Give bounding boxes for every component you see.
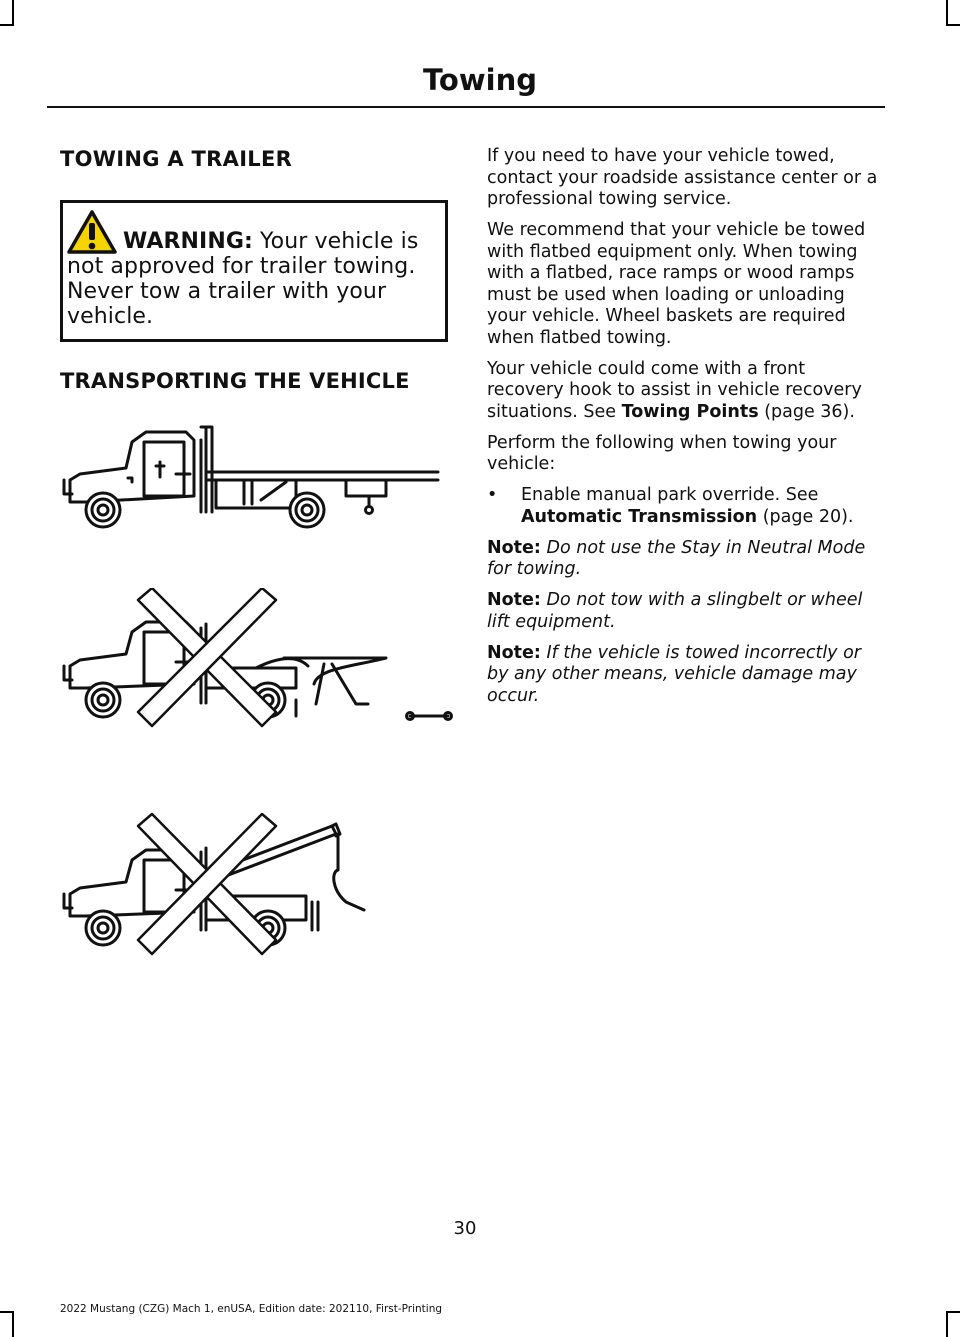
- note-label: Note:: [487, 537, 541, 558]
- note-label: Note:: [487, 642, 541, 663]
- note-label: Note:: [487, 590, 541, 610]
- crop-mark: [946, 24, 960, 26]
- note-slingbelt: [487, 590, 881, 633]
- note-text: If the vehicle is towed incorrectly or by any other means, vehicle damage may occur.: [487, 642, 862, 706]
- bullet-text: [521, 485, 881, 528]
- automatic-transmission-page-ref: (page 20).: [762, 506, 854, 527]
- automatic-transmission-link[interactable]: Automatic Transmission: [521, 506, 758, 527]
- page-number: 30: [453, 1218, 477, 1239]
- crop-mark: [0, 1311, 14, 1313]
- paragraph-towing-service: If you need to have your vehicle towed, contact your roadside assistance center or a professional towing service.: [487, 146, 878, 209]
- crop-mark: [12, 1311, 14, 1337]
- crop-mark: [0, 24, 14, 26]
- warning-text: [67, 229, 439, 329]
- crop-mark: [946, 0, 948, 26]
- right-column: [487, 146, 881, 717]
- recovery-hook-text: Your vehicle could come with a front recovery hook to assist in vehicle recovery situations. See: [487, 358, 862, 422]
- manual-park-override-text: Enable manual park override. See: [521, 485, 819, 505]
- crop-mark: [946, 1311, 960, 1313]
- paragraph-perform-following: Perform the following when towing your vehicle:: [487, 432, 837, 474]
- paragraph-flatbed-recommendation: We recommend that your vehicle be towed with flatbed equipment only. When towing with a flatbed, race ramps or wood ramps must be used when loading or unloading your vehicle. Wheel baskets are required when flatbed towing.: [487, 220, 866, 348]
- warning-message: Your vehicle is not approved for trailer towing. Never tow a trailer with your vehicle.: [67, 229, 419, 329]
- warning-box: [60, 200, 448, 342]
- note-text: Do not use the Stay in Neutral Mode for towing.: [487, 537, 866, 579]
- crop-mark: [12, 0, 14, 26]
- section-heading-towing-trailer: TOWING A TRAILER: [60, 147, 293, 171]
- slingbelt-tow-truck-crossed-illustration: [56, 812, 386, 958]
- section-heading-transporting: TRANSPORTING THE VEHICLE: [60, 369, 410, 393]
- page-header-title: Towing: [423, 63, 537, 97]
- bullet-symbol: •: [487, 485, 498, 505]
- warning-label: WARNING:: [123, 229, 253, 254]
- note-text: Do not tow with a slingbelt or wheel lift equipment.: [487, 590, 863, 632]
- footer-edition-info: 2022 Mustang (CZG) Mach 1, enUSA, Edition date: 202110, First-Printing: [60, 1303, 443, 1315]
- paragraph-recovery-hook: [487, 359, 881, 424]
- note-vehicle-damage: [487, 643, 881, 708]
- note-neutral-mode: [487, 538, 881, 581]
- wheel-lift-tow-truck-crossed-illustration: [56, 588, 456, 730]
- list-item: [487, 485, 881, 528]
- left-column: [60, 145, 448, 393]
- crop-mark: [946, 1311, 948, 1337]
- towing-points-link[interactable]: Towing Points: [621, 401, 759, 422]
- flatbed-tow-truck-illustration: [56, 422, 446, 530]
- towing-points-page-ref: (page 36).: [764, 401, 855, 422]
- header-divider: [47, 106, 885, 108]
